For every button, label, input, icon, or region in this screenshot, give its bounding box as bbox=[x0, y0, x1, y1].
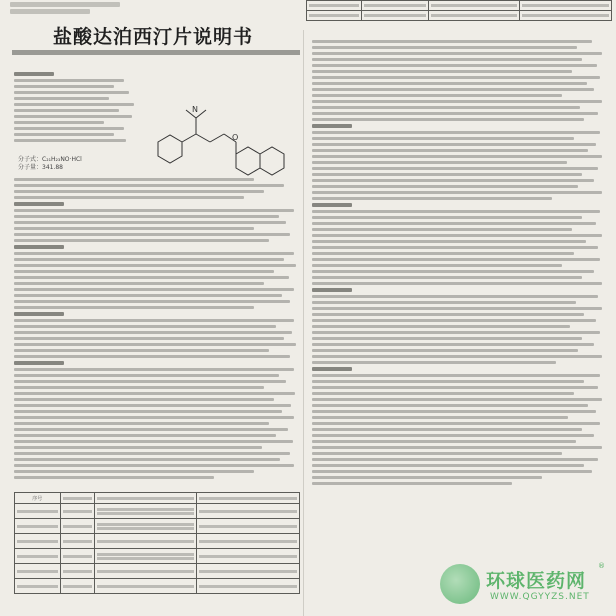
revision-date-block bbox=[10, 0, 130, 16]
table-row bbox=[15, 534, 300, 549]
watermark-url: WWW.QGYYZS.NET bbox=[490, 592, 590, 602]
table-header-index: 序号 bbox=[15, 493, 61, 504]
watermark-name: 环球医药网 bbox=[486, 570, 587, 592]
registered-mark: ® bbox=[598, 562, 605, 570]
right-column-body bbox=[312, 40, 610, 488]
left-column-body bbox=[14, 178, 300, 482]
top-right-table bbox=[306, 0, 612, 32]
column-divider bbox=[303, 30, 304, 616]
table-row bbox=[15, 549, 300, 564]
table-row bbox=[15, 504, 300, 519]
left-column-top bbox=[14, 72, 144, 145]
watermark bbox=[440, 562, 610, 612]
table-row bbox=[15, 579, 300, 594]
warning-line bbox=[12, 48, 302, 62]
molecular-weight: 分子量：341.88 bbox=[18, 164, 63, 171]
table-row bbox=[15, 564, 300, 579]
formula-block bbox=[18, 156, 82, 172]
svg-text:O: O bbox=[232, 133, 239, 142]
data-table bbox=[14, 492, 300, 616]
svg-text:N: N bbox=[192, 105, 198, 114]
table-row bbox=[15, 519, 300, 534]
molecular-formula: 分子式：C₂₁H₂₃NO·HCl bbox=[18, 156, 82, 163]
page-title: 盐酸达泊西汀片说明书 bbox=[52, 26, 253, 48]
globe-icon bbox=[440, 564, 480, 604]
